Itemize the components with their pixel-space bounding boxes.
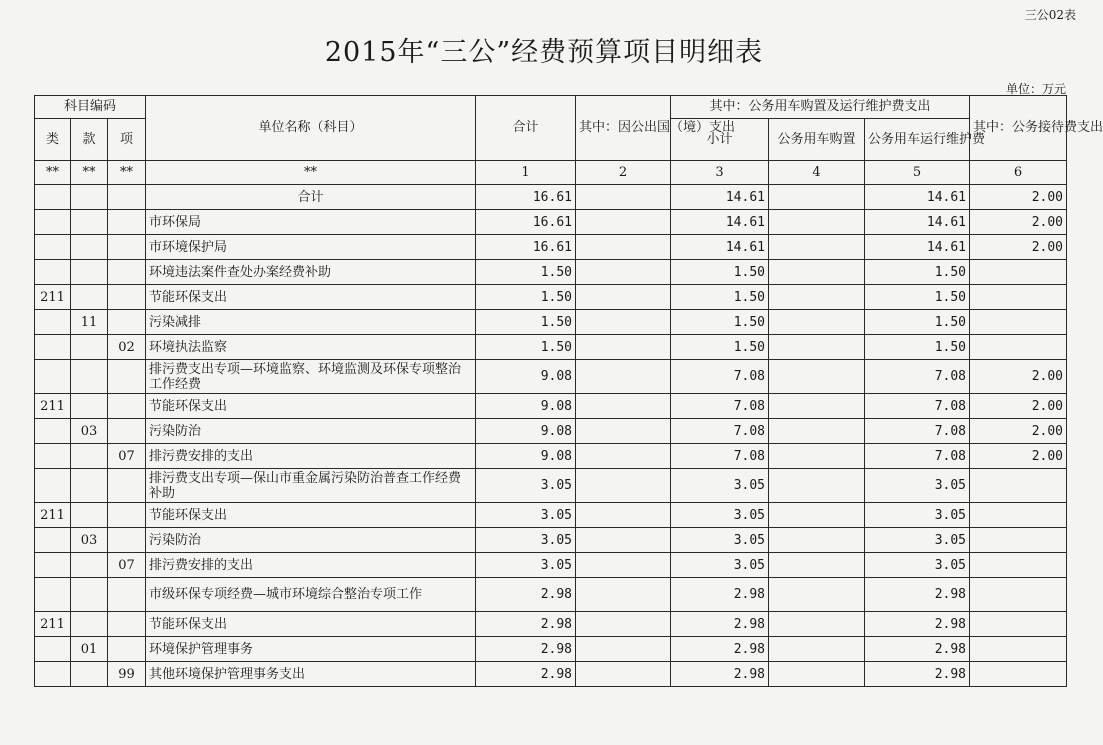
- total-cell: 9.08: [476, 444, 576, 469]
- table-row: [35, 185, 1067, 210]
- subtotal-cell: 3.05: [671, 503, 769, 528]
- abroad-cell: [576, 235, 671, 260]
- abroad-cell: [576, 285, 671, 310]
- car-purchase-cell: [769, 335, 865, 360]
- unit-name-cell: 节能环保支出: [146, 394, 476, 419]
- header-kuan: 款: [71, 119, 108, 161]
- total-cell: 9.08: [476, 419, 576, 444]
- subtotal-cell: 2.98: [671, 637, 769, 662]
- column-index-cell: 3: [671, 161, 769, 185]
- code-lei-cell: [35, 310, 71, 335]
- code-kuan-cell: 01: [71, 637, 108, 662]
- reception-cell: 2.00: [970, 444, 1067, 469]
- car-operation-cell: 1.50: [865, 285, 970, 310]
- car-operation-cell: 3.05: [865, 528, 970, 553]
- reception-cell: 2.00: [970, 419, 1067, 444]
- reception-cell: [970, 285, 1067, 310]
- code-kuan-cell: [71, 360, 108, 394]
- code-kuan-cell: 03: [71, 528, 108, 553]
- code-xiang-cell: [108, 419, 146, 444]
- car-purchase-cell: [769, 260, 865, 285]
- car-operation-cell: 3.05: [865, 469, 970, 503]
- table-row: [35, 335, 1067, 360]
- code-lei-cell: 211: [35, 285, 71, 310]
- code-kuan-cell: [71, 444, 108, 469]
- car-operation-cell: 14.61: [865, 210, 970, 235]
- column-index-cell: **: [108, 161, 146, 185]
- abroad-cell: [576, 578, 671, 612]
- subtotal-cell: 2.98: [671, 612, 769, 637]
- code-lei-cell: [35, 553, 71, 578]
- budget-table: [34, 95, 1103, 687]
- page-title: 2015年“三公”经费预算项目明细表: [324, 37, 764, 68]
- car-operation-cell: 14.61: [865, 185, 970, 210]
- total-cell: 2.98: [476, 662, 576, 687]
- subtotal-cell: 1.50: [671, 260, 769, 285]
- reception-cell: 2.00: [970, 360, 1067, 394]
- car-operation-cell: 1.50: [865, 310, 970, 335]
- car-operation-cell: 3.05: [865, 553, 970, 578]
- code-xiang-cell: [108, 578, 146, 612]
- total-cell: 16.61: [476, 210, 576, 235]
- code-xiang-cell: [108, 637, 146, 662]
- code-xiang-cell: 02: [108, 335, 146, 360]
- reception-cell: [970, 662, 1067, 687]
- subtotal-cell: 1.50: [671, 310, 769, 335]
- subtotal-cell: 3.05: [671, 469, 769, 503]
- code-xiang-cell: [108, 528, 146, 553]
- car-purchase-cell: [769, 210, 865, 235]
- total-cell: 3.05: [476, 469, 576, 503]
- table-row: [35, 637, 1067, 662]
- unit-name-cell: 节能环保支出: [146, 503, 476, 528]
- unit-name-cell: 污染减排: [146, 310, 476, 335]
- column-index-cell: 1: [476, 161, 576, 185]
- code-xiang-cell: 07: [108, 444, 146, 469]
- header-car-group: 其中：公务用车购置及运行维护费支出: [671, 96, 970, 119]
- subtotal-cell: 7.08: [671, 394, 769, 419]
- unit-name-cell: 排污费安排的支出: [146, 553, 476, 578]
- code-lei-cell: [35, 210, 71, 235]
- code-kuan-cell: [71, 503, 108, 528]
- code-lei-cell: [35, 469, 71, 503]
- table-row: [35, 360, 1067, 394]
- abroad-cell: [576, 528, 671, 553]
- total-cell: 1.50: [476, 285, 576, 310]
- code-kuan-cell: [71, 553, 108, 578]
- reception-cell: [970, 310, 1067, 335]
- code-lei-cell: 211: [35, 503, 71, 528]
- car-purchase-cell: [769, 360, 865, 394]
- total-cell: 16.61: [476, 235, 576, 260]
- code-xiang-cell: [108, 185, 146, 210]
- abroad-cell: [576, 419, 671, 444]
- table-row: [35, 469, 1067, 503]
- code-lei-cell: [35, 662, 71, 687]
- code-kuan-cell: [71, 210, 108, 235]
- total-cell: 16.61: [476, 185, 576, 210]
- subtotal-cell: 14.61: [671, 185, 769, 210]
- unit-name-cell: 环境违法案件查处办案经费补助: [146, 260, 476, 285]
- abroad-cell: [576, 637, 671, 662]
- unit-name-cell: 排污费支出专项—保山市重金属污染防治普查工作经费补助: [146, 469, 476, 503]
- abroad-cell: [576, 210, 671, 235]
- unit-name-cell: 节能环保支出: [146, 612, 476, 637]
- reception-cell: 2.00: [970, 185, 1067, 210]
- code-kuan-cell: 11: [71, 310, 108, 335]
- car-purchase-cell: [769, 419, 865, 444]
- code-lei-cell: 211: [35, 394, 71, 419]
- car-purchase-cell: [769, 310, 865, 335]
- car-operation-cell: 2.98: [865, 637, 970, 662]
- table-row: [35, 444, 1067, 469]
- car-operation-cell: 1.50: [865, 335, 970, 360]
- reception-cell: [970, 528, 1067, 553]
- subtotal-cell: 7.08: [671, 444, 769, 469]
- table-row: [35, 310, 1067, 335]
- header-total: 合计: [476, 96, 576, 161]
- column-index-cell: 5: [865, 161, 970, 185]
- code-lei-cell: [35, 419, 71, 444]
- table-row: [35, 553, 1067, 578]
- subtotal-cell: 14.61: [671, 235, 769, 260]
- car-operation-cell: 3.05: [865, 503, 970, 528]
- header-car-operation: 公务用车运行维护费: [865, 119, 970, 161]
- abroad-cell: [576, 553, 671, 578]
- car-operation-cell: 7.08: [865, 360, 970, 394]
- code-kuan-cell: [71, 469, 108, 503]
- car-purchase-cell: [769, 185, 865, 210]
- car-purchase-cell: [769, 444, 865, 469]
- code-kuan-cell: [71, 394, 108, 419]
- code-kuan-cell: [71, 260, 108, 285]
- abroad-cell: [576, 394, 671, 419]
- column-index-cell: 2: [576, 161, 671, 185]
- unit-name-cell: 市环境保护局: [146, 235, 476, 260]
- code-kuan-cell: [71, 335, 108, 360]
- column-index-cell: **: [146, 161, 476, 185]
- code-kuan-cell: 03: [71, 419, 108, 444]
- header-subject-code: 科目编码: [35, 96, 146, 119]
- column-index-cell: **: [35, 161, 71, 185]
- total-cell: 1.50: [476, 335, 576, 360]
- subtotal-cell: 2.98: [671, 578, 769, 612]
- reception-cell: [970, 612, 1067, 637]
- car-operation-cell: 2.98: [865, 578, 970, 612]
- table-row: [35, 394, 1067, 419]
- car-purchase-cell: [769, 578, 865, 612]
- subtotal-cell: 3.05: [671, 553, 769, 578]
- code-xiang-cell: 07: [108, 553, 146, 578]
- unit-name-cell: 节能环保支出: [146, 285, 476, 310]
- header-unit-name: 单位名称（科目）: [146, 96, 476, 161]
- total-cell: 3.05: [476, 553, 576, 578]
- code-xiang-cell: [108, 210, 146, 235]
- total-cell: 1.50: [476, 310, 576, 335]
- code-lei-cell: 211: [35, 612, 71, 637]
- table-row: [35, 662, 1067, 687]
- reception-cell: [970, 335, 1067, 360]
- code-kuan-cell: [71, 662, 108, 687]
- header-subtotal: 小计: [671, 119, 769, 161]
- column-index-cell: 6: [970, 161, 1067, 185]
- car-operation-cell: 7.08: [865, 419, 970, 444]
- total-cell: 3.05: [476, 503, 576, 528]
- car-purchase-cell: [769, 612, 865, 637]
- car-operation-cell: 7.08: [865, 394, 970, 419]
- code-lei-cell: [35, 185, 71, 210]
- abroad-cell: [576, 260, 671, 285]
- subtotal-cell: 1.50: [671, 335, 769, 360]
- unit-name-cell: 市环保局: [146, 210, 476, 235]
- code-xiang-cell: [108, 503, 146, 528]
- abroad-cell: [576, 503, 671, 528]
- abroad-cell: [576, 310, 671, 335]
- car-purchase-cell: [769, 553, 865, 578]
- total-cell: 2.98: [476, 637, 576, 662]
- table-row: [35, 235, 1067, 260]
- subtotal-cell: 1.50: [671, 285, 769, 310]
- car-purchase-cell: [769, 394, 865, 419]
- code-lei-cell: [35, 578, 71, 612]
- code-kuan-cell: [71, 578, 108, 612]
- table-row: [35, 285, 1067, 310]
- reception-cell: 2.00: [970, 210, 1067, 235]
- table-row: [35, 503, 1067, 528]
- total-cell: 2.98: [476, 612, 576, 637]
- total-cell: 9.08: [476, 394, 576, 419]
- table-row: [35, 210, 1067, 235]
- code-lei-cell: [35, 360, 71, 394]
- car-purchase-cell: [769, 469, 865, 503]
- code-kuan-cell: [71, 285, 108, 310]
- header-car-purchase: 公务用车购置: [769, 119, 865, 161]
- code-kuan-cell: [71, 185, 108, 210]
- subtotal-cell: 14.61: [671, 210, 769, 235]
- car-purchase-cell: [769, 637, 865, 662]
- total-cell: 9.08: [476, 360, 576, 394]
- car-operation-cell: 14.61: [865, 235, 970, 260]
- reception-cell: 2.00: [970, 235, 1067, 260]
- reception-cell: [970, 469, 1067, 503]
- car-purchase-cell: [769, 285, 865, 310]
- abroad-cell: [576, 662, 671, 687]
- unit-name-cell: 污染防治: [146, 528, 476, 553]
- car-purchase-cell: [769, 662, 865, 687]
- unit-name-cell: 排污费支出专项—环境监察、环境监测及环保专项整治工作经费: [146, 360, 476, 394]
- code-kuan-cell: [71, 235, 108, 260]
- unit-name-cell: 污染防治: [146, 419, 476, 444]
- code-xiang-cell: [108, 285, 146, 310]
- code-xiang-cell: [108, 310, 146, 335]
- header-abroad: 其中：因公出国（境）支出: [576, 96, 671, 161]
- table-row: [35, 612, 1067, 637]
- unit-name-cell: 其他环境保护管理事务支出: [146, 662, 476, 687]
- car-operation-cell: 2.98: [865, 662, 970, 687]
- subtotal-cell: 7.08: [671, 360, 769, 394]
- unit-name-cell: 排污费安排的支出: [146, 444, 476, 469]
- unit-name-cell: 市级环保专项经费—城市环境综合整治专项工作: [146, 578, 476, 612]
- abroad-cell: [576, 612, 671, 637]
- code-xiang-cell: [108, 260, 146, 285]
- subtotal-cell: 7.08: [671, 419, 769, 444]
- reception-cell: [970, 637, 1067, 662]
- car-purchase-cell: [769, 235, 865, 260]
- code-lei-cell: [35, 335, 71, 360]
- reception-cell: 2.00: [970, 394, 1067, 419]
- abroad-cell: [576, 469, 671, 503]
- car-purchase-cell: [769, 528, 865, 553]
- total-cell: 2.98: [476, 578, 576, 612]
- code-xiang-cell: 99: [108, 662, 146, 687]
- table-row: [35, 419, 1067, 444]
- code-xiang-cell: [108, 235, 146, 260]
- table-row: [35, 260, 1067, 285]
- total-cell: 1.50: [476, 260, 576, 285]
- unit-name-cell: 合计: [146, 185, 476, 210]
- code-xiang-cell: [108, 360, 146, 394]
- reception-cell: [970, 578, 1067, 612]
- reception-cell: [970, 503, 1067, 528]
- unit-name-cell: 环境保护管理事务: [146, 637, 476, 662]
- header-lei: 类: [35, 119, 71, 161]
- abroad-cell: [576, 185, 671, 210]
- car-purchase-cell: [769, 503, 865, 528]
- abroad-cell: [576, 360, 671, 394]
- car-operation-cell: 1.50: [865, 260, 970, 285]
- code-lei-cell: [35, 528, 71, 553]
- code-kuan-cell: [71, 612, 108, 637]
- abroad-cell: [576, 335, 671, 360]
- abroad-cell: [576, 444, 671, 469]
- car-operation-cell: 7.08: [865, 444, 970, 469]
- reception-cell: [970, 260, 1067, 285]
- header-reception: 其中：公务接待费支出: [970, 96, 1067, 161]
- unit-name-cell: 环境执法监察: [146, 335, 476, 360]
- code-lei-cell: [35, 637, 71, 662]
- table-row: [35, 578, 1067, 612]
- code-xiang-cell: [108, 612, 146, 637]
- subtotal-cell: 2.98: [671, 662, 769, 687]
- code-lei-cell: [35, 235, 71, 260]
- column-index-row: [35, 161, 1067, 185]
- table-row: [35, 528, 1067, 553]
- code-lei-cell: [35, 444, 71, 469]
- form-number: 三公02表: [1024, 8, 1076, 22]
- column-index-cell: **: [71, 161, 108, 185]
- header-xiang: 项: [108, 119, 146, 161]
- code-xiang-cell: [108, 394, 146, 419]
- code-xiang-cell: [108, 469, 146, 503]
- car-operation-cell: 2.98: [865, 612, 970, 637]
- total-cell: 3.05: [476, 528, 576, 553]
- reception-cell: [970, 553, 1067, 578]
- code-lei-cell: [35, 260, 71, 285]
- subtotal-cell: 3.05: [671, 528, 769, 553]
- unit-label: 单位：万元: [1005, 82, 1066, 96]
- column-index-cell: 4: [769, 161, 865, 185]
